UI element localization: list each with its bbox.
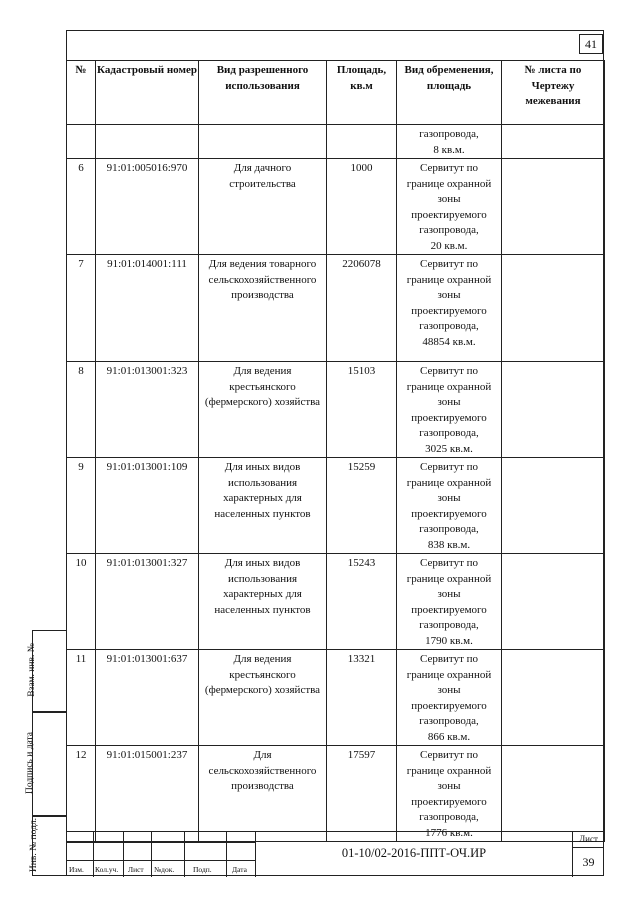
cell-area: 2206078	[327, 255, 397, 362]
caption-podp: Подп.	[193, 865, 212, 874]
title-block	[66, 831, 604, 876]
header-sheet: № листа по Чертежу межевания	[502, 61, 605, 125]
cell-cadastral: 91:01:014001:111	[96, 255, 199, 362]
cell-num: 10	[67, 554, 96, 650]
cell-area	[327, 125, 397, 159]
side-box-podpis	[25, 712, 66, 816]
cell-sheet	[502, 458, 605, 554]
caption-ndok: №док.	[154, 865, 175, 874]
header-cadastral: Кадастровый номер	[96, 61, 199, 125]
cell-encumbrance: Сервитут по границе охранной зоны проектируемого газопровода, 1776 кв.м.	[397, 746, 502, 842]
cell-area: 15243	[327, 554, 397, 650]
cell-usage: Для дачного строительства	[199, 159, 327, 255]
cell-area: 15259	[327, 458, 397, 554]
cell-sheet	[502, 125, 605, 159]
cell-area: 17597	[327, 746, 397, 842]
cell-cadastral	[96, 125, 199, 159]
cell-usage: Для ведения крестьянского (фермерского) хозяйства	[199, 362, 327, 458]
cell-encumbrance: Сервитут по границе охранной зоны проектируемого газопровода, 20 кв.м.	[397, 159, 502, 255]
cell-encumbrance: Сервитут по границе охранной зоны проектируемого газопровода, 838 кв.м.	[397, 458, 502, 554]
table-row	[67, 159, 605, 255]
sheet-number: 39	[582, 855, 595, 869]
cell-usage: Для иных видов использования характерных для населенных пунктов	[199, 458, 327, 554]
cell-area: 15103	[327, 362, 397, 458]
page-number: 41	[579, 34, 603, 54]
cell-encumbrance: Сервитут по границе охранной зоны проектируемого газопровода, 3025 кв.м.	[397, 362, 502, 458]
cell-encumbrance: Сервитут по границе охранной зоны проектируемого газопровода, 1790 кв.м.	[397, 554, 502, 650]
sheet-label: Лист	[573, 832, 604, 848]
cell-num	[67, 125, 96, 159]
cell-sheet	[502, 650, 605, 746]
caption-kolvo: Кол.уч.	[95, 865, 119, 874]
cell-cadastral: 91:01:013001:327	[96, 554, 199, 650]
header-num: №	[67, 61, 96, 125]
header-encumbrance: Вид обременения, площадь	[397, 61, 502, 125]
header-usage: Вид разрешенного использования	[199, 61, 327, 125]
side-label-vzam: Взам. инв. №	[26, 643, 37, 697]
cell-encumbrance: Сервитут по границе охранной зоны проектируемого газопровода, 866 кв.м.	[397, 650, 502, 746]
table-row	[67, 554, 605, 650]
cell-sheet	[502, 159, 605, 255]
cell-sheet	[502, 746, 605, 842]
cell-cadastral: 91:01:013001:637	[96, 650, 199, 746]
table-row	[67, 458, 605, 554]
table-row	[67, 362, 605, 458]
parcels-table	[66, 60, 605, 842]
caption-data: Дата	[232, 865, 247, 874]
table-row	[67, 125, 605, 159]
cell-cadastral: 91:01:015001:237	[96, 746, 199, 842]
side-label-podpis: Подпись и дата	[25, 731, 36, 795]
cell-num: 9	[67, 458, 96, 554]
cell-usage: Для ведения крестьянского (фермерского) хозяйства	[199, 650, 327, 746]
side-label-inv: Инв. № подл.	[29, 817, 40, 873]
cell-usage: Для ведения товарного сельскохозяйственного производства	[199, 255, 327, 362]
cell-sheet	[502, 554, 605, 650]
cell-area: 1000	[327, 159, 397, 255]
header-area: Площадь, кв.м	[327, 61, 397, 125]
table-row	[67, 255, 605, 362]
table-row	[67, 650, 605, 746]
table-row	[67, 746, 605, 842]
cell-usage	[199, 125, 327, 159]
table-header-row	[67, 61, 605, 125]
caption-list: Лист	[128, 865, 144, 874]
cell-sheet	[502, 255, 605, 362]
cell-encumbrance: Сервитут по границе охранной зоны проектируемого газопровода, 48854 кв.м.	[397, 255, 502, 362]
cell-usage: Для сельскохозяйственного производства	[199, 746, 327, 842]
caption-izm: Изм.	[69, 865, 84, 874]
cell-sheet	[502, 362, 605, 458]
cell-area: 13321	[327, 650, 397, 746]
cell-cadastral: 91:01:013001:323	[96, 362, 199, 458]
cell-encumbrance: газопровода, 8 кв.м.	[397, 125, 502, 159]
cell-num: 8	[67, 362, 96, 458]
cell-cadastral: 91:01:013001:109	[96, 458, 199, 554]
cell-usage: Для иных видов использования характерных для населенных пунктов	[199, 554, 327, 650]
sheet-box	[572, 832, 604, 877]
document-code: 01-10/02-2016-ППТ-ОЧ.ИР	[341, 846, 487, 860]
cell-num: 11	[67, 650, 96, 746]
side-box-vzam	[26, 630, 66, 712]
cell-num: 12	[67, 746, 96, 842]
cell-num: 7	[67, 255, 96, 362]
cell-num: 6	[67, 159, 96, 255]
side-box-inv	[29, 816, 66, 876]
cell-cadastral: 91:01:005016:970	[96, 159, 199, 255]
